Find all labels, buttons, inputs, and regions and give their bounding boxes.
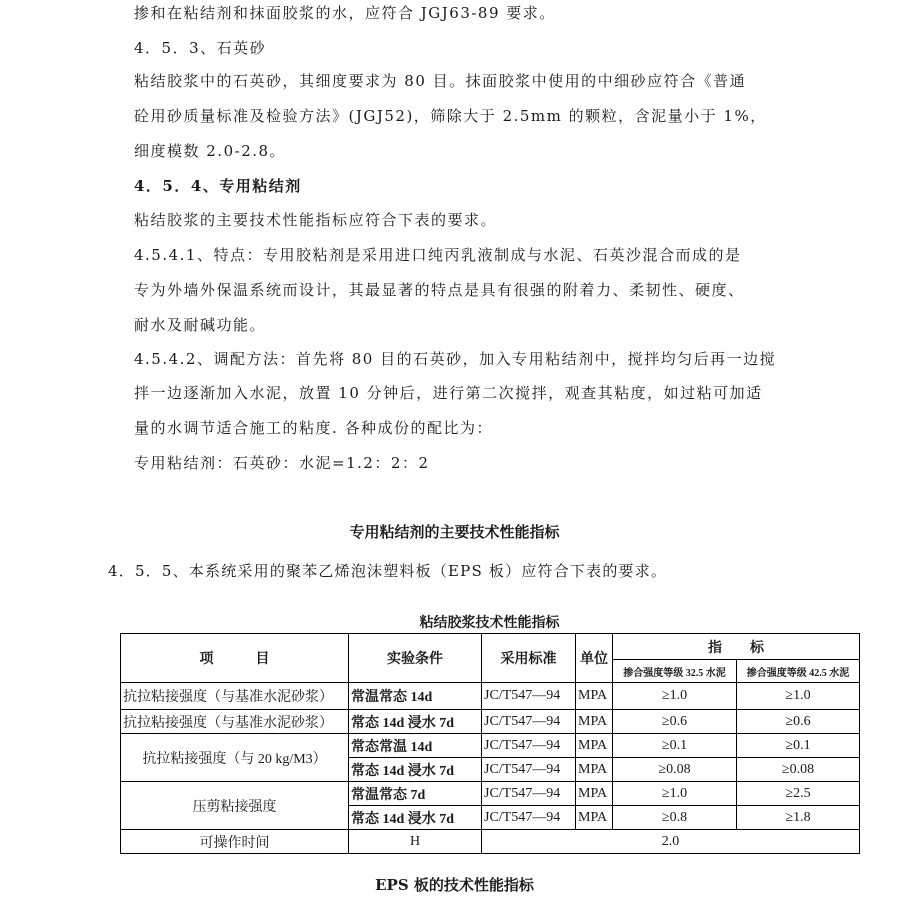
cell-item: 抗拉粘接强度（与 20 kg/M3） bbox=[121, 734, 349, 782]
table-caption: EPS 板的技术性能指标 bbox=[375, 876, 534, 894]
table-row bbox=[121, 683, 860, 710]
cell-unit: MPA bbox=[576, 782, 613, 806]
paragraph: 4.5.4.1、特点：专用胶粘剂是采用进口纯丙乳液制成与水泥、石英沙混合而成的是 bbox=[134, 246, 742, 264]
cell-condition: 常态 14d 浸水 7d bbox=[349, 806, 482, 830]
paragraph: 砼用砂质量标准及检验方法》(JGJ52)，筛除大于 2.5mm 的颗粒，含泥量小于 1%， bbox=[134, 107, 767, 125]
cell-value-42-5: ≥1.8 bbox=[737, 806, 860, 830]
cell-item: 抗拉粘接强度（与基准水泥砂浆） bbox=[121, 683, 349, 710]
header-cement-32-5: 掺合强度等级 32.5 水泥 bbox=[613, 660, 737, 683]
cell-item: 抗拉粘接强度（与基准水泥砂浆） bbox=[121, 710, 349, 734]
cell-value-42-5: ≥1.0 bbox=[737, 683, 860, 710]
cell-condition: 常态 14d 浸水 7d bbox=[349, 758, 482, 782]
cell-unit: MPA bbox=[576, 710, 613, 734]
cell-condition: 常态常温 14d bbox=[349, 734, 482, 758]
table-row bbox=[121, 734, 860, 758]
cell-standard: JC/T547—94 bbox=[482, 710, 576, 734]
cell-value-32-5: ≥0.08 bbox=[613, 758, 737, 782]
cell-standard: JC/T547—94 bbox=[482, 782, 576, 806]
header-cement-42-5: 掺合强度等级 42.5 水泥 bbox=[737, 660, 860, 683]
cell-value-42-5: ≥0.6 bbox=[737, 710, 860, 734]
cell-value-32-5: ≥1.0 bbox=[613, 683, 737, 710]
cell-unit: MPA bbox=[576, 734, 613, 758]
cell-unit: MPA bbox=[576, 683, 613, 710]
header-condition: 实验条件 bbox=[349, 634, 482, 683]
paragraph: 粘结胶浆的主要技术性能指标应符合下表的要求。 bbox=[134, 211, 498, 229]
section-heading: 4．5．4、专用粘结剂 bbox=[134, 177, 302, 195]
cell-condition: H bbox=[349, 830, 482, 854]
cell-value-42-5: ≥0.08 bbox=[737, 758, 860, 782]
paragraph: 耐水及耐碱功能。 bbox=[134, 316, 267, 334]
adhesive-spec-table bbox=[120, 633, 860, 854]
cell-standard: JC/T547—94 bbox=[482, 734, 576, 758]
header-indicator: 指 标 bbox=[613, 634, 860, 660]
header-standard: 采用标准 bbox=[482, 634, 576, 683]
cell-unit: MPA bbox=[576, 758, 613, 782]
table-row bbox=[121, 830, 860, 854]
table-row bbox=[121, 782, 860, 806]
cell-unit: MPA bbox=[576, 806, 613, 830]
cell-condition: 常态 14d 浸水 7d bbox=[349, 710, 482, 734]
paragraph: 4．5．5、本系统采用的聚苯乙烯泡沫塑料板（EPS 板）应符合下表的要求。 bbox=[108, 562, 668, 580]
paragraph: 量的水调节适合施工的粘度. 各种成份的配比为： bbox=[134, 419, 494, 437]
table-header-row bbox=[121, 634, 860, 660]
cell-condition: 常温常态 14d bbox=[349, 683, 482, 710]
cell-item: 可操作时间 bbox=[121, 830, 349, 854]
table-row bbox=[121, 710, 860, 734]
paragraph: 拌一边逐渐加入水泥，放置 10 分钟后，进行第二次搅拌，观查其粘度，如过粘可加适 bbox=[134, 384, 763, 402]
cell-value-32-5: ≥1.0 bbox=[613, 782, 737, 806]
table-caption: 专用粘结剂的主要技术性能指标 bbox=[349, 523, 560, 541]
section-heading: 4．5．3、石英砂 bbox=[134, 39, 267, 57]
cell-standard: JC/T547—94 bbox=[482, 758, 576, 782]
paragraph: 掺和在粘结剂和抹面胶浆的水，应符合 JGJ63-89 要求。 bbox=[134, 4, 556, 22]
paragraph: 粘结胶浆中的石英砂，其细度要求为 80 目。抹面胶浆中使用的中细砂应符合《普通 bbox=[134, 72, 747, 90]
cell-standard: JC/T547—94 bbox=[482, 806, 576, 830]
paragraph: 专为外墙外保温系统而设计，其最显著的特点是具有很强的附着力、柔韧性、硬度、 bbox=[134, 281, 745, 299]
header-item: 项 目 bbox=[121, 634, 349, 683]
table-title: 粘结胶浆技术性能指标 bbox=[419, 615, 560, 631]
header-unit: 单位 bbox=[576, 634, 613, 683]
paragraph: 专用粘结剂：石英砂：水泥=1.2：2：2 bbox=[134, 454, 430, 472]
cell-item: 压剪粘接强度 bbox=[121, 782, 349, 830]
cell-value-42-5: ≥2.5 bbox=[737, 782, 860, 806]
cell-condition: 常温常态 7d bbox=[349, 782, 482, 806]
paragraph: 细度模数 2.0-2.8。 bbox=[134, 142, 287, 160]
cell-value-merged: 2.0 bbox=[482, 830, 860, 854]
cell-value-32-5: ≥0.1 bbox=[613, 734, 737, 758]
paragraph: 4.5.4.2、调配方法：首先将 80 目的石英砂，加入专用粘结剂中，搅拌均匀后再一边搅 bbox=[134, 350, 777, 368]
cell-standard: JC/T547—94 bbox=[482, 683, 576, 710]
cell-value-42-5: ≥0.1 bbox=[737, 734, 860, 758]
cell-value-32-5: ≥0.6 bbox=[613, 710, 737, 734]
cell-value-32-5: ≥0.8 bbox=[613, 806, 737, 830]
